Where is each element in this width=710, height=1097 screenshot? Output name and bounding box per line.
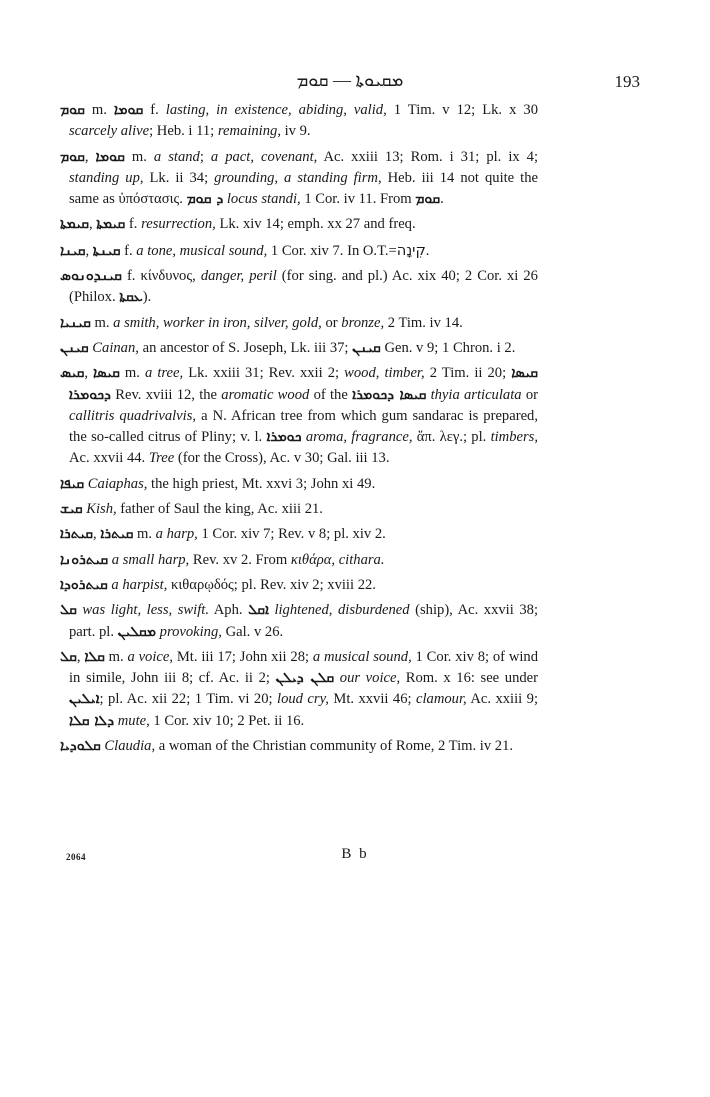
entry-text: or [321,314,342,331]
syriac-term: ܩܠ [60,602,77,619]
syriac-term: ܩܝܢܝܐ [60,314,91,331]
syriac-term: ܩܝܬܪܐ [100,526,134,543]
entry-text: (for sing. and pl.) Ac. xix 40; 2 Cor. xi 26 (Philox. [69,268,538,306]
running-header [60,70,640,96]
syriac-term: ܩܘܡ [60,102,85,118]
entry-text: , [84,148,96,165]
syriac-term: ܩܝܢܕܘܢܘܣ [60,268,122,285]
entry-text: 1 Cor. xiv 7; Rev. v 8; pl. xiv 2. [197,526,386,543]
gloss-italic: Claudia, [100,738,156,755]
gloss-italic: standing up, [69,169,144,186]
syriac-term: ܕܠܐ ܩܠܐ [69,712,115,729]
gloss-italic: a musical sound, [312,648,412,665]
gloss-italic: aroma, fragrance, [305,429,413,446]
entry-text: f. [143,102,166,118]
syriac-term: ܩܘܡܐ [95,148,125,165]
entry-text: . [425,242,430,259]
dictionary-entry [60,524,538,545]
entry-text: ; Heb. i 11; [149,123,218,140]
entry-text: m. [90,314,114,331]
syriac-term: ܩܝܦܐ [60,475,85,492]
entry-text: 1 Cor. iv 11. From [300,191,416,208]
syriac-term: ܩܝܢܢ [60,339,89,356]
entry-text: Lk. ii 34; [143,169,215,186]
gloss-italic: a tree, [144,365,184,382]
entry-text: , [93,526,101,543]
gloss-italic: a smith, worker in iron, silver, gold, [113,314,322,331]
gloss-italic: Tree [148,450,175,467]
gloss-italic: Kish, [82,501,117,518]
gloss-italic: a small harp, [108,551,190,568]
gloss-italic: lightened, disburdened [274,602,410,619]
syriac-term: ܩܝܡܬܐ [96,216,126,233]
entry-text: an ancestor of S. Joseph, Lk. iii 37; [138,339,353,356]
entry-text: (ship), Ac. xxvii 38; part. pl. [69,602,538,640]
entry-text: 2 Tim. iv 14. [384,314,463,331]
entry-text: f. [125,216,142,233]
gloss-italic: thyia articulata [430,386,522,403]
syriac-term: ܩܠܢ ܕܝܠܢ [275,670,335,687]
printer-signature: 2064 [66,852,86,862]
dictionary-entry [60,647,538,732]
syriac-term: ܕ ܩܘܡ [186,191,224,208]
gloss-italic: Caiaphas, [84,475,148,492]
gloss-italic: grounding, a standing firm, [214,169,382,186]
syriac-term: ܩܝܣܐ ܕܟܘܡܪܐ [69,365,539,403]
entry-text: f. κίνδυνος, [121,268,201,285]
entry-text: Mt. xxvii 46; [328,691,417,708]
dictionary-entry [60,499,538,520]
gloss-italic: callitris quadrivalvis, [69,407,197,424]
entry-text: father of Saul the king, Ac. xiii 21. [116,501,323,518]
syriac-term: ܩܠ [60,648,77,665]
dictionary-entry [60,736,538,757]
dictionary-entry [60,338,538,359]
entry-text: 1 Cor. xiv 8; of wind in simile, John iii 8; cf. Ac. ii 2; [69,648,539,687]
syriac-term: ܐܩܠ [248,602,269,619]
entry-text: or [521,386,538,403]
entry-text: m. [124,148,154,165]
syriac-term: ܩܝܢܬܐ [92,242,121,259]
entry-text: , [84,365,94,382]
gloss-italic: a stand [153,148,200,165]
syriac-term: ܩܝܬܪܘܕܐ [60,576,108,593]
entry-text: ). [142,289,152,306]
syriac-term: ܩܠܘܕܝܐ [60,738,101,755]
gloss-italic: mute, [114,712,150,729]
syriac-term: ܡܩܠܝܢ [117,623,156,640]
syriac-term: ܩܘܡ [415,191,441,208]
gloss-italic: timbers, [490,429,538,446]
entry-text: 1 Cor. xiv 10; 2 Pet. ii 16. [149,712,305,729]
entry-text: Rev. xviii 12, the [110,386,222,403]
gloss-italic: locus standi, [223,191,301,208]
page-number: 193 [614,72,640,91]
entry-text: m. [104,648,128,665]
gloss-italic: danger, peril [200,268,277,285]
entry-text: the high priest, Mt. xxvi 3; John xi 49. [147,475,376,492]
hebrew-term: קִינָה [396,241,426,259]
entry-text: ; [199,148,211,165]
dictionary-entry [60,575,538,596]
entry-text: . [440,191,444,208]
entry-text: a woman of the Christian community of Rome, 2 Tim. iv 21. [155,738,514,755]
gloss-italic: provoking, [156,623,222,640]
syriac-term: ܩܠܐ [84,648,105,665]
entry-text: of the [309,386,353,403]
entry-text: , [76,648,85,665]
syriac-term: ܐܝܠܝܢ [69,691,100,708]
dictionary-entry [60,147,538,211]
gathering-mark: B b [341,846,369,862]
entry-text: Ac. xxiii 13; Rom. i 31; pl. ix 4; [317,148,539,165]
gloss-italic: Cainan, [88,339,139,356]
entry-text: (for the Cross), Ac. v 30; Gal. iii 13. [174,450,390,467]
entry-text: Ac. xxiii 9; [466,691,538,708]
gloss-italic: a voice, [127,648,174,665]
entry-text: Rev. xv 2. From [189,551,291,568]
dictionary-entry [60,550,538,571]
entry-text: , [85,242,93,259]
gloss-italic: wood, timber, [344,365,425,382]
entry-text: iv 9. [280,123,311,140]
entry-list [60,100,538,761]
dictionary-entry [60,600,538,643]
syriac-term: ܩܝܫ [60,501,83,518]
gloss-italic: clamour, [416,691,467,708]
syriac-term: ܩܘܡܐ [113,102,144,118]
gloss-italic: a harpist, [107,576,168,593]
dictionary-entry [60,240,538,262]
syriac-term: ܩܝܢܢ [352,339,381,356]
entry-text: κιθαρῳδός; pl. Rev. xiv 2; xviii 22. [167,576,376,593]
syriac-term: ܟܘܡܪܐ [266,429,302,446]
gloss-italic: a pact, covenant, [210,148,318,165]
gloss-italic: a tone, musical sound, [136,242,268,259]
dictionary-entry [60,313,538,334]
entry-text: Mt. iii 17; John xii 28; [173,648,313,665]
entry-text: f. [120,242,137,259]
entry-text: m. [84,102,114,118]
entry-text: Lk. xxiii 31; Rev. xxii 2; [183,365,345,382]
dictionary-entry [60,100,538,143]
entry-text: m. [119,365,145,382]
dictionary-entry [60,266,538,309]
entry-text: 1 Tim. v 12; Lk. x 30 [386,102,538,118]
gloss-italic: a harp, [155,526,198,543]
entry-text: Ac. xxvii 44. [69,450,149,467]
entry-text: ἅπ. λεγ.; pl. [412,429,491,446]
entry-text: m. [133,526,156,543]
gloss-italic: our voice, [339,670,401,687]
entry-text: 2 Tim. ii 20; [424,365,512,382]
entry-text: Gen. v 9; 1 Chron. i 2. [380,339,516,356]
gloss-italic: κιθάρα, cithara. [290,551,385,568]
entry-text: Rom. x 16: see under [400,670,539,687]
entry-text: Aph. [208,602,249,619]
gloss-italic: bronze, [341,314,385,331]
dictionary-entry [60,474,538,495]
syriac-term: ܥܩܬܐ [119,289,143,306]
dictionary-entry [60,214,538,235]
syriac-term: ܩܝܣ [60,365,85,382]
syriac-term: ܩܝܣܐ [93,365,120,382]
dictionary-entry [60,363,538,469]
entry-text: 1 Cor. xiv 7. In O.T.= [267,242,397,259]
entry-text: Gal. v 26. [221,623,284,640]
gloss-italic: resurrection, [141,216,216,233]
syriac-term: ܩܝܣܐ ܕܟܘܡܪܐ [352,386,427,403]
entry-text: ; pl. Ac. xii 22; 1 Tim. vi 20; [99,691,278,708]
syriac-term: ܩܝܬܪܘܢܐ [60,551,109,568]
syriac-term: ܩܝܡܬܐ [60,216,89,233]
entry-text: Heb. iii 14 not quite the same as ὑπόστασις. [69,169,538,208]
entry-text: a N. African tree from which gum sandarac is prepared, the so-called citrus of Pliny; v. l. [69,407,538,446]
entry-text: , [88,216,97,233]
syriac-term: ܩܝܢܐ [60,242,86,259]
syriac-term: ܩܝܬܪܐ [60,526,94,543]
entry-text: Lk. xiv 14; emph. xx 27 and freq. [215,216,416,233]
gloss-italic: scarcely alive [69,123,150,140]
gloss-italic: remaining, [217,123,281,140]
header-title: ܡܩܝܘܬܐ — ܩܘܡ [296,70,404,90]
gloss-italic: was light, less, swift. [76,602,209,619]
gloss-italic: lasting, in existence, abiding, valid, [165,102,387,118]
gloss-italic: aromatic wood [221,386,310,403]
gloss-italic: loud cry, [277,691,329,708]
syriac-term: ܩܘܡ [60,148,85,165]
